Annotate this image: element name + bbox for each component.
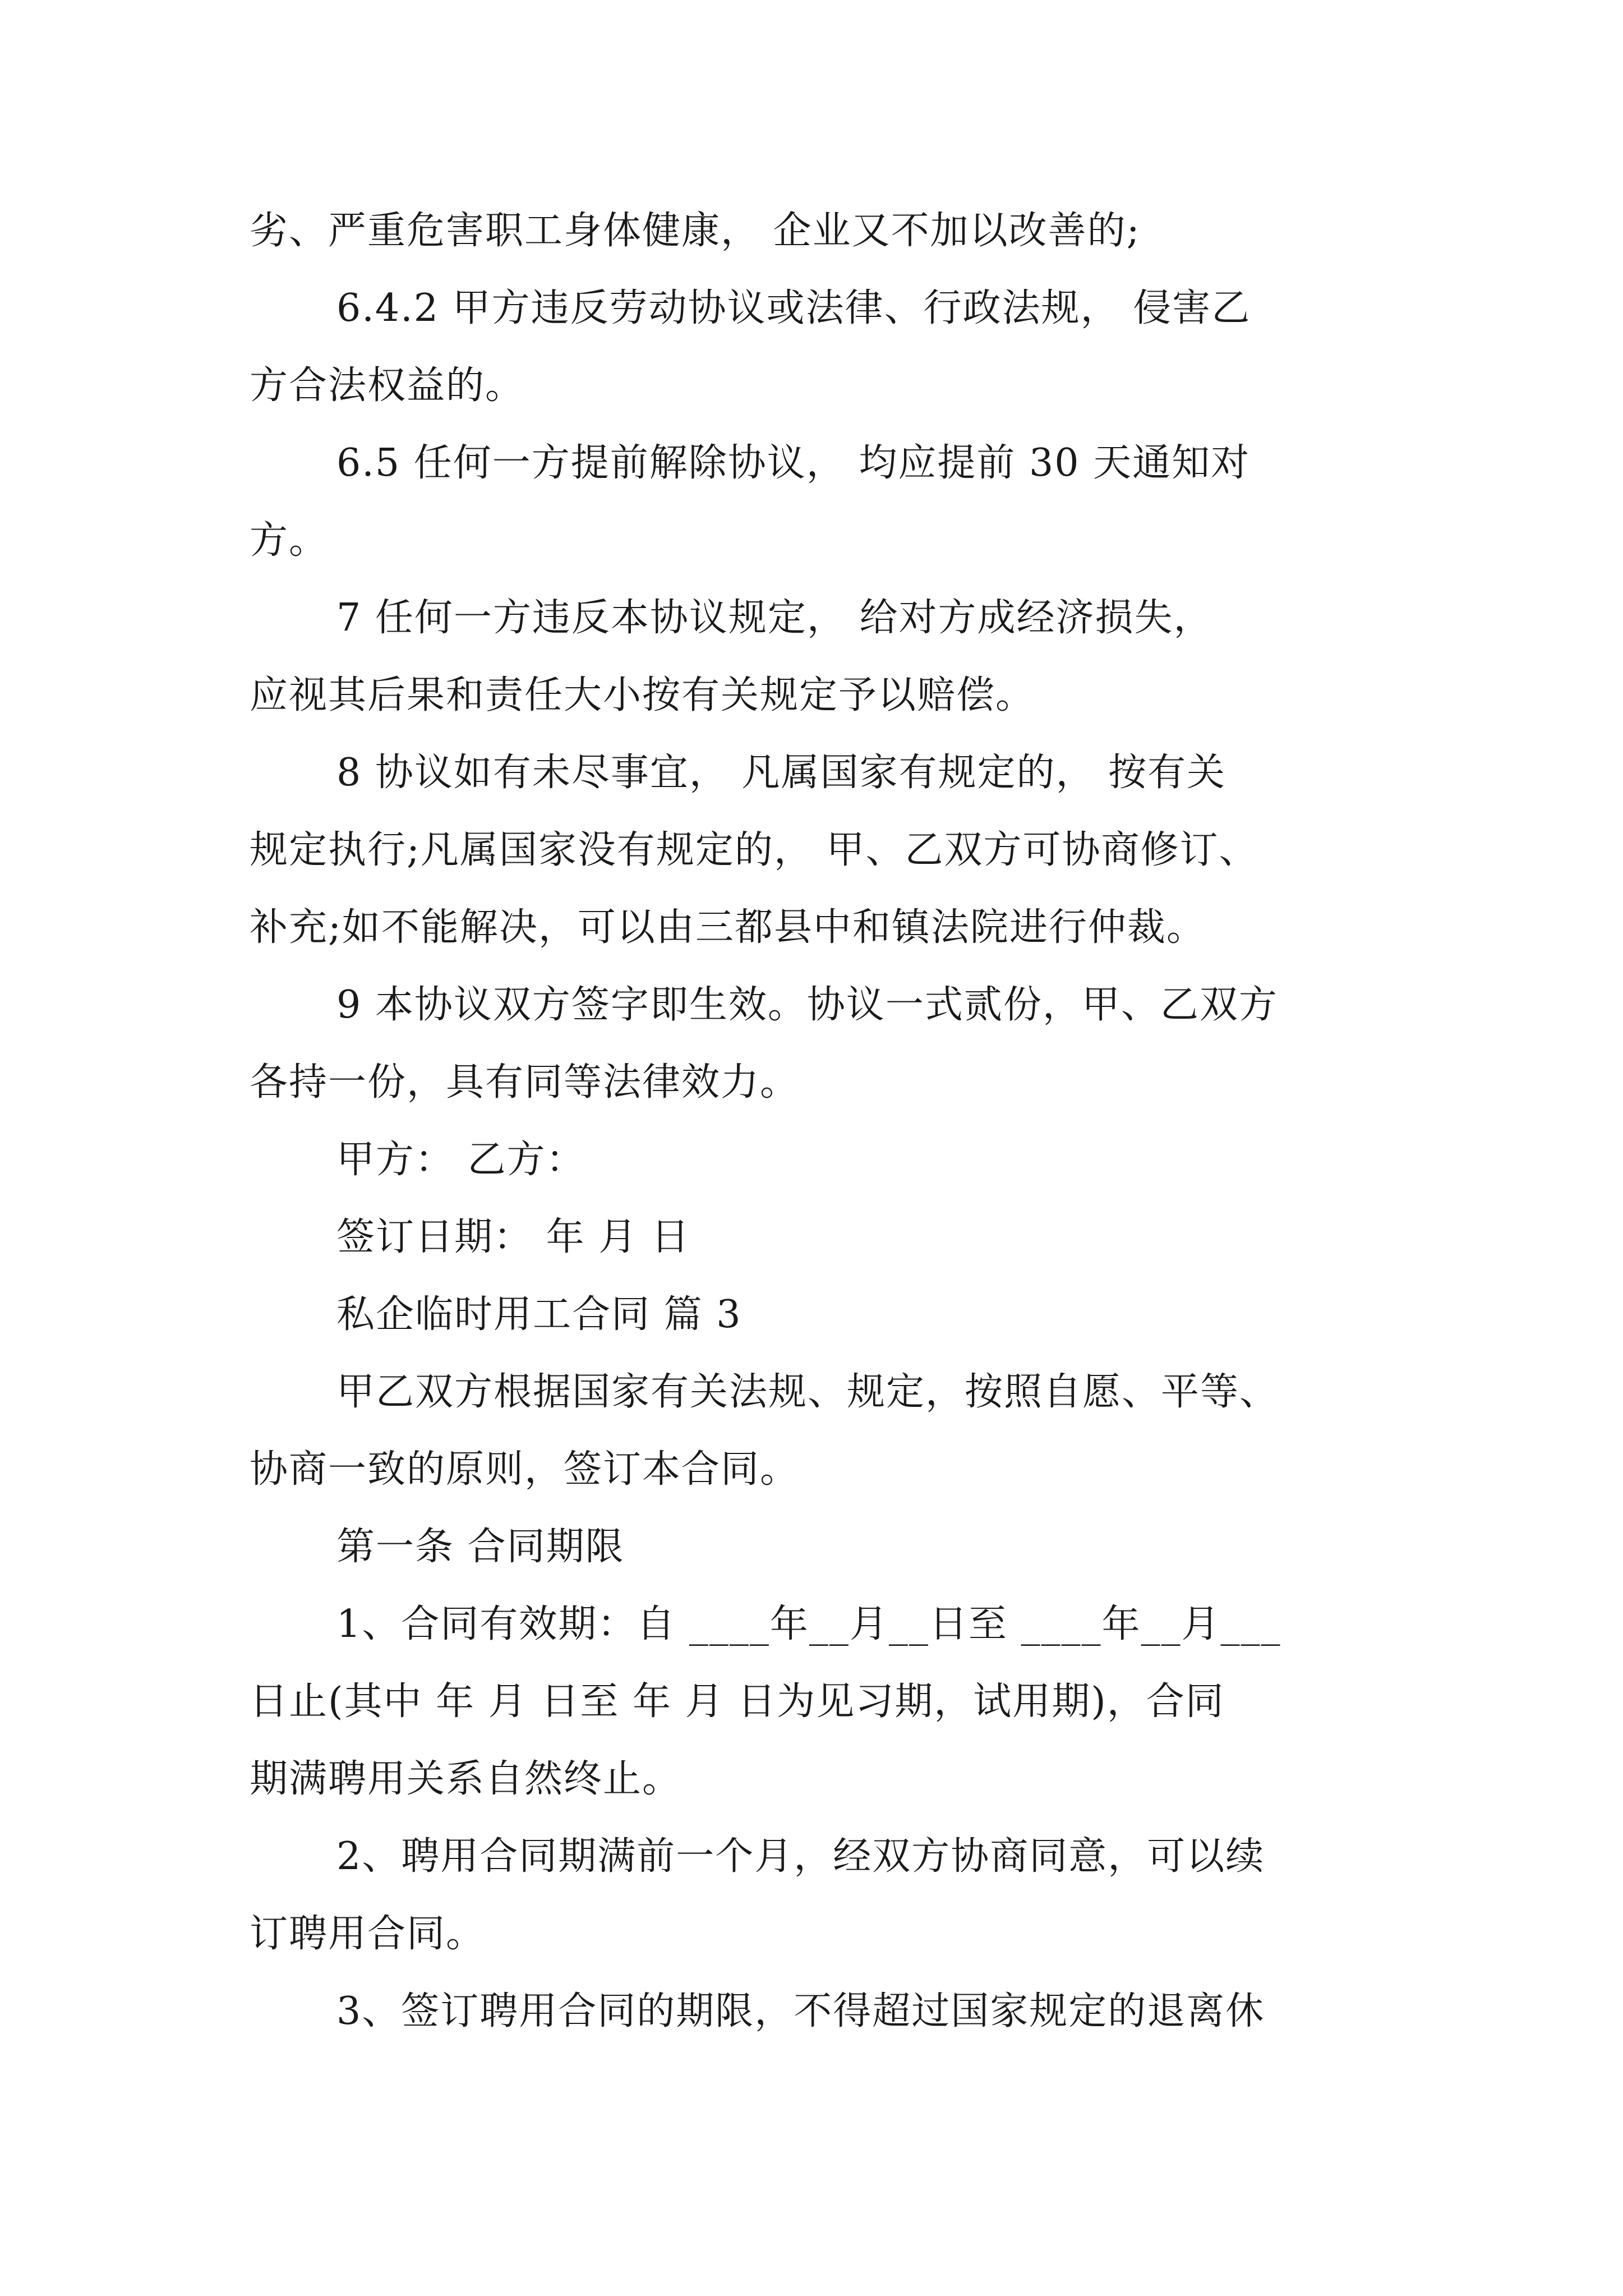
text-line: 应视其后果和责任大小按有关规定予以赔偿。: [250, 673, 1035, 717]
text-line: 各持一份，具有同等法律效力。: [250, 1060, 800, 1105]
section-title: 私企临时用工合同 篇 3: [336, 1292, 742, 1337]
document-body: [250, 192, 1374, 2050]
text-line: 8 协议如有未尽事宜， 凡属国家有规定的， 按有关: [336, 751, 1227, 795]
text-line: 期满聘用关系自然终止。: [250, 1757, 682, 1801]
article-heading: 第一条 合同期限: [336, 1525, 625, 1569]
text-line: 补充;如不能解决，可以由三都县中和镇法院进行仲裁。: [250, 905, 1206, 950]
text-line: 方合法权益的。: [250, 364, 525, 408]
signature-parties: 甲方： 乙方：: [336, 1138, 585, 1182]
text-line: 规定执行;凡属国家没有规定的， 甲、乙双方可协商修订、: [250, 828, 1258, 872]
text-line: 方。: [250, 518, 329, 563]
text-line: 9 本协议双方签字即生效。协议一式贰份，甲、乙双方: [336, 983, 1278, 1027]
text-line: 6.4.2 甲方违反劳动协议或法律、行政法规， 侵害乙: [336, 286, 1251, 330]
text-line: 6.5 任何一方提前解除协议， 均应提前 30 天通知对: [336, 441, 1251, 485]
text-line: 日止(其中 年 月 日至 年 月 日为见习期，试用期)，合同: [250, 1680, 1225, 1724]
text-line: 劣、严重危害职工身体健康， 企业又不加以改善的;: [250, 209, 1141, 253]
text-line: 协商一致的原则，签订本合同。: [250, 1447, 800, 1492]
text-line: 甲乙双方根据国家有关法规、规定，按照自愿、平等、: [336, 1370, 1279, 1414]
signing-date: 签订日期： 年 月 日: [336, 1215, 690, 1259]
text-line: 1、合同有效期：自 ____年__月__日至 ____年__月___: [336, 1602, 1281, 1646]
text-line: 订聘用合同。: [250, 1912, 486, 1956]
text-line: 7 任何一方违反本协议规定， 给对方成经济损失，: [336, 596, 1213, 640]
text-line: 3、签订聘用合同的期限，不得超过国家规定的退离休: [336, 1989, 1265, 2033]
text-line: 2、聘用合同期满前一个月，经双方协商同意，可以续: [336, 1834, 1265, 1879]
